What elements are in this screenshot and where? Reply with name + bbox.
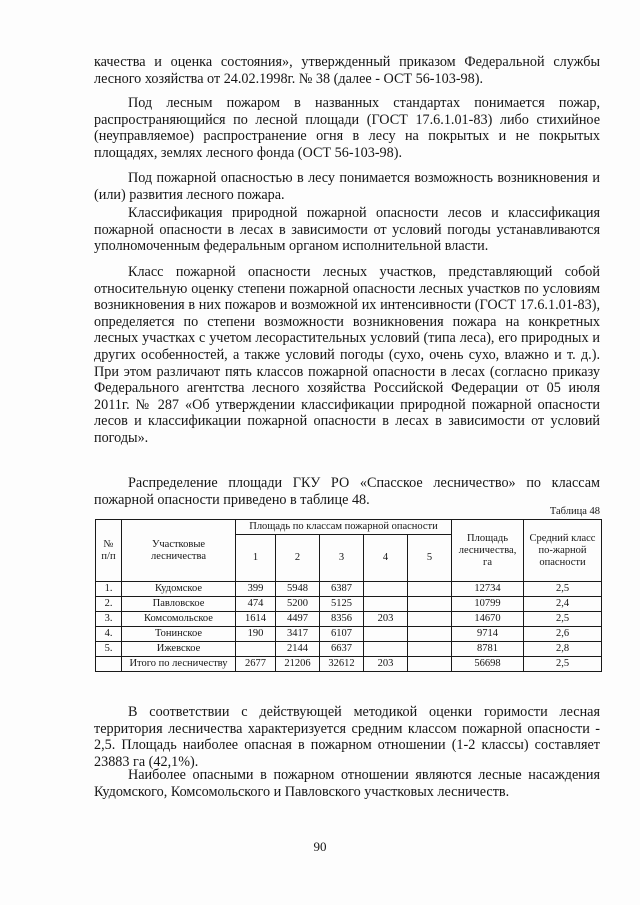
table-row <box>96 597 602 612</box>
fire-danger-table <box>95 519 602 672</box>
cell-name: Ижевское <box>122 642 236 657</box>
cell-total: 8781 <box>452 642 524 657</box>
header-group: Площадь по классам пожарной опасности <box>236 520 452 535</box>
paragraph-table-intro: Распределение площади ГКУ РО «Спасское лесничество» по классам пожарной опасности приведено в таблице 48. <box>94 475 600 508</box>
table-header-row <box>96 520 602 535</box>
cell-class-4: 203 <box>364 657 408 672</box>
header-total: Площадь лесничества, га <box>452 520 524 582</box>
cell-num: 3. <box>96 612 122 627</box>
header-class-1: 1 <box>236 535 276 582</box>
cell-num: 2. <box>96 597 122 612</box>
cell-class-2: 3417 <box>276 627 320 642</box>
cell-class-3: 32612 <box>320 657 364 672</box>
cell-class-4: 203 <box>364 612 408 627</box>
cell-class-5 <box>408 582 452 597</box>
header-class-3: 3 <box>320 535 364 582</box>
cell-num: 1. <box>96 582 122 597</box>
cell-class-5 <box>408 642 452 657</box>
table-row <box>96 627 602 642</box>
cell-class-2: 4497 <box>276 612 320 627</box>
header-avg: Средний класс по-жарной опасности <box>524 520 602 582</box>
header-name: Участковые лесничества <box>122 520 236 582</box>
cell-num <box>96 657 122 672</box>
cell-total: 9714 <box>452 627 524 642</box>
cell-class-3: 5125 <box>320 597 364 612</box>
cell-class-1: 190 <box>236 627 276 642</box>
cell-class-2: 5948 <box>276 582 320 597</box>
header-class-2: 2 <box>276 535 320 582</box>
cell-num: 4. <box>96 627 122 642</box>
paragraph-forest-fire-definition: Под лесным пожаром в названных стандартах понимается пожар, распространяющийся по лесной площади (ГОСТ 17.6.1.01-83) либо стихийное (неуправляемое) распространение огня в лесу на покрытых и не покрытых площадях, землях лесного фонда (ОСТ 56-103-98). <box>94 95 600 161</box>
cell-total: 10799 <box>452 597 524 612</box>
paragraph-average-class: В соответствии с действующей методикой оценки горимости лесная территория лесничества характеризуется средним классом пожарной опасности - 2,5. Площадь наиболее опасная в пожарном отношении (1-2 классы) составляет 23883 га (42,1%). <box>94 704 600 770</box>
cell-avg: 2,5 <box>524 612 602 627</box>
cell-class-3: 6107 <box>320 627 364 642</box>
table-caption: Таблица 48 <box>549 506 600 517</box>
cell-class-3: 6387 <box>320 582 364 597</box>
cell-class-4 <box>364 627 408 642</box>
cell-avg: 2,4 <box>524 597 602 612</box>
cell-name: Итого по лесничеству <box>122 657 236 672</box>
header-class-5: 5 <box>408 535 452 582</box>
table-row <box>96 612 602 627</box>
cell-name: Тонинское <box>122 627 236 642</box>
table-row <box>96 582 602 597</box>
paragraph-classification-authority: Классификация природной пожарной опасности лесов и классификация пожарной опасности в лесах в зависимости от условий погоды устанавливаются уполномоченным федеральным органом исполнительной власти. <box>94 205 600 255</box>
cell-name: Комсомольское <box>122 612 236 627</box>
cell-class-5 <box>408 627 452 642</box>
cell-total: 14670 <box>452 612 524 627</box>
cell-class-5 <box>408 657 452 672</box>
cell-num: 5. <box>96 642 122 657</box>
table-total-row <box>96 657 602 672</box>
cell-class-1: 1614 <box>236 612 276 627</box>
cell-avg: 2,5 <box>524 582 602 597</box>
cell-avg: 2,6 <box>524 627 602 642</box>
cell-total: 12734 <box>452 582 524 597</box>
cell-class-1: 474 <box>236 597 276 612</box>
cell-class-4 <box>364 597 408 612</box>
header-num: № п/п <box>96 520 122 582</box>
page-number: 90 <box>313 839 327 854</box>
cell-class-5 <box>408 612 452 627</box>
table-row <box>96 642 602 657</box>
cell-class-3: 8356 <box>320 612 364 627</box>
paragraph-fire-danger-definition: Под пожарной опасностью в лесу понимается возможность возникновения и (или) развития лесного пожара. <box>94 170 600 203</box>
cell-class-4 <box>364 642 408 657</box>
cell-class-1: 2677 <box>236 657 276 672</box>
cell-class-5 <box>408 597 452 612</box>
cell-avg: 2,8 <box>524 642 602 657</box>
paragraph-ost-reference: качества и оценка состояния», утвержденный приказом Федеральной службы лесного хозяйства от 24.02.1998г. № 38 (далее - ОСТ 56-103-98). <box>94 54 600 87</box>
cell-class-3: 6637 <box>320 642 364 657</box>
cell-class-1: 399 <box>236 582 276 597</box>
cell-class-2: 5200 <box>276 597 320 612</box>
cell-class-2: 21206 <box>276 657 320 672</box>
cell-name: Павловское <box>122 597 236 612</box>
cell-total: 56698 <box>452 657 524 672</box>
cell-class-2: 2144 <box>276 642 320 657</box>
header-class-4: 4 <box>364 535 408 582</box>
cell-name: Кудомское <box>122 582 236 597</box>
cell-class-4 <box>364 582 408 597</box>
paragraph-fire-danger-class: Класс пожарной опасности лесных участков, представляющий собой относительную оценку степени пожарной опасности лесных участков по условиям возникновения в них пожаров и возможной их интенсивности (ГОСТ 17.6.1.01-83), определяется по степени возможности возникновения пожара на конкретных лесных участках с учетом лесорастительных условий (типа леса), его природных и других особенностей, а также условий погоды (сухо, очень сухо, влажно и т. д.). При этом различают пять классов пожарной опасности в лесах (согласно приказу Федерального агентства лесного хозяйства Российской Федерации от 05 июля 2011г. № 287 «Об утверждении классификации природной пожарной опасности лесов и классификации пожарной опасности в лесах в зависимости от условий погоды». <box>94 264 600 446</box>
cell-class-1 <box>236 642 276 657</box>
cell-avg: 2,5 <box>524 657 602 672</box>
paragraph-most-dangerous: Наиболее опасными в пожарном отношении являются лесные насаждения Кудомского, Комсомольского и Павловского участковых лесничеств. <box>94 767 600 800</box>
